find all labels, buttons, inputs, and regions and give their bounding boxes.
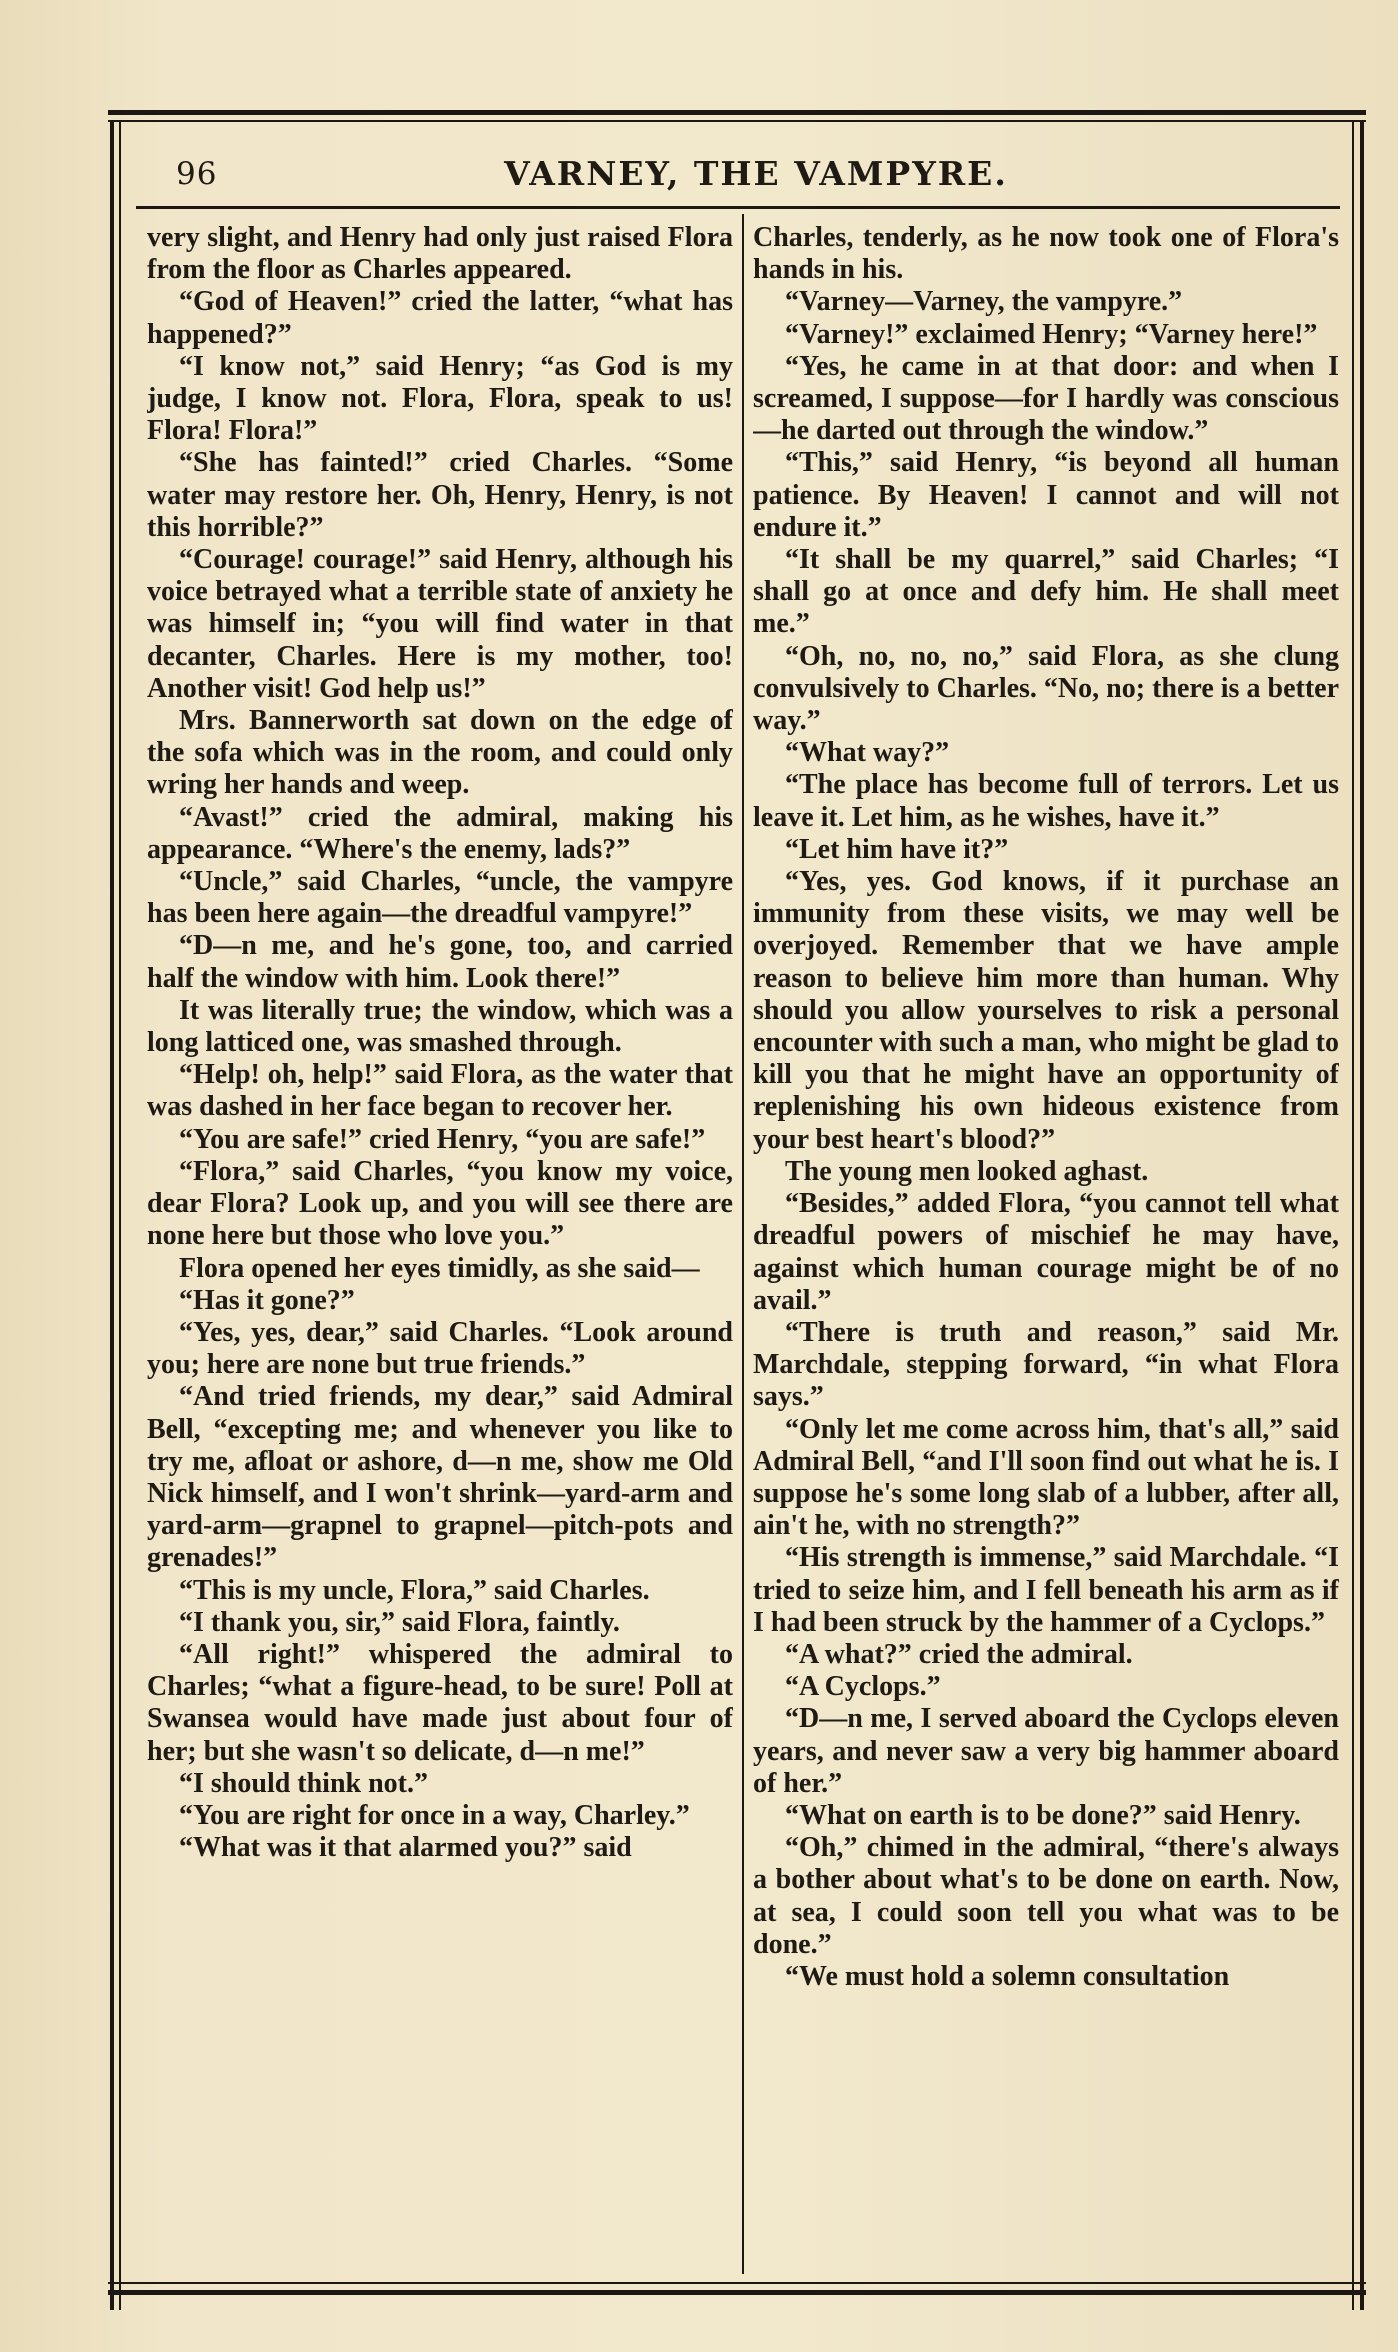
paragraph: “Besides,” added Flora, “you cannot tell what dreadful powers of mischief he may have, against which human courage might be of no avail.” xyxy=(753,1188,1339,1316)
running-title: VARNEY, THE VAMPYRE. xyxy=(504,154,1008,193)
text-column-right xyxy=(753,222,1339,2262)
paragraph: very slight, and Henry had only just raised Flora from the floor as Charles appeared. xyxy=(147,222,733,286)
paragraph: “You are right for once in a way, Charley.” xyxy=(179,1799,690,1831)
paragraph: “Oh,” chimed in the admiral, “there's always a bother about what's to be done on earth. Now, at sea, I could soon tell you what was to be done.” xyxy=(753,1832,1339,1960)
bottom-rule-thick xyxy=(108,2290,1366,2295)
paragraph: Flora opened her eyes timidly, as she said— xyxy=(179,1252,700,1284)
paragraph: “This,” said Henry, “is beyond all human patience. By Heaven! I cannot and will not endure it.” xyxy=(753,447,1339,543)
paragraph: Charles, tenderly, as he now took one of Flora's hands in his. xyxy=(753,222,1339,286)
paragraph: “You are safe!” cried Henry, “you are safe!” xyxy=(179,1123,706,1155)
paragraph: “Varney—Varney, the vampyre.” xyxy=(785,286,1183,318)
paragraph: “Yes, yes. God knows, if it purchase an immunity from these visits, we may well be overjoyed. Remember that we have ample reason to believe him more than human. Why should you allow yourselves to risk a personal encounter with such a man, who might be glad to kill you that he might have an opportunity of replenishing his own hideous existence from your best heart's blood?” xyxy=(753,866,1339,1155)
paragraph: “I know not,” said Henry; “as God is my judge, I know not. Flora, Flora, speak to us! Flora! Flora!” xyxy=(147,350,733,447)
left-frame-rule xyxy=(110,120,114,2310)
paragraph: “His strength is immense,” said Marchdale. “I tried to seize him, and I fell beneath his arm as if I had been struck by the hammer of a Cyclops.” xyxy=(753,1542,1339,1638)
paragraph: “This is my uncle, Flora,” said Charles. xyxy=(179,1574,650,1606)
paragraph: “Uncle,” said Charles, “uncle, the vampyre has been here again—the dreadful vampyre!” xyxy=(147,866,733,930)
paragraph: “Varney!” exclaimed Henry; “Varney here!” xyxy=(785,318,1318,350)
paragraph: “What was it that alarmed you?” said xyxy=(179,1832,632,1864)
paragraph: “Flora,” said Charles, “you know my voice, dear Flora? Look up, and you will see there are none here but those who love you.” xyxy=(147,1155,733,1252)
page-number: 96 xyxy=(176,156,218,192)
paragraph: “Oh, no, no, no,” said Flora, as she clung convulsively to Charles. “No, no; there is a better way.” xyxy=(753,640,1339,737)
paragraph: “Only let me come across him, that's all,” said Admiral Bell, “and I'll soon find out what he is. I suppose he's some long slab of a lubber, after all, ain't he, with no strength?” xyxy=(753,1413,1339,1542)
paragraph: “I should think not.” xyxy=(179,1767,429,1799)
left-frame-inner-rule xyxy=(119,120,121,2310)
text-column-left xyxy=(147,222,733,2262)
paragraph: “A what?” cried the admiral. xyxy=(785,1638,1133,1670)
paragraph: “Yes, he came in at that door: and when I screamed, I suppose—for I hardly was conscious—he darted out through the window.” xyxy=(753,350,1339,447)
paragraph: “Avast!” cried the admiral, making his appearance. “Where's the enemy, lads?” xyxy=(147,801,733,865)
paragraph: “Courage! courage!” said Henry, although his voice betrayed what a terrible state of anxiety he was himself in; “you will find water in that decanter, Charles. Here is my mother, too! Another visit! God help us!” xyxy=(147,544,733,704)
paragraph: Mrs. Bannerworth sat down on the edge of the sofa which was in the room, and could only wring her hands and weep. xyxy=(147,705,733,801)
paragraph: “D—n me, and he's gone, too, and carried half the window with him. Look there!” xyxy=(147,930,733,994)
paragraph: “What way?” xyxy=(785,737,950,769)
right-frame-rule xyxy=(1360,120,1364,2310)
paragraph: “A Cyclops.” xyxy=(785,1671,941,1703)
right-frame-inner-rule xyxy=(1352,120,1354,2310)
paragraph: “There is truth and reason,” said Mr. Marchdale, stepping forward, “in what Flora says.” xyxy=(753,1316,1339,1413)
bottom-rule-thin xyxy=(108,2282,1366,2284)
top-rule-thick xyxy=(108,110,1366,115)
paragraph: “What on earth is to be done?” said Henry. xyxy=(785,1799,1301,1831)
paragraph: “And tried friends, my dear,” said Admiral Bell, “excepting me; and whenever you like to try me, afloat or ashore, d—n me, show me Old Nick himself, and I won't shrink—yard-arm and yard-arm—grapnel to grapnel—pitch-pots and grenades!” xyxy=(147,1381,733,1574)
paragraph: “Yes, yes, dear,” said Charles. “Look around you; here are none but true friends.” xyxy=(147,1316,733,1381)
paragraph: “We must hold a solemn consultation xyxy=(785,1960,1230,1992)
paragraph: “God of Heaven!” cried the latter, “what has happened?” xyxy=(147,286,733,350)
page-header xyxy=(176,148,1336,202)
paragraph: “Help! oh, help!” said Flora, as the water that was dashed in her face began to recover her. xyxy=(147,1059,733,1123)
paragraph: “I thank you, sir,” said Flora, faintly. xyxy=(179,1606,620,1638)
paragraph: “All right!” whispered the admiral to Charles; “what a figure-head, to be sure! Poll at Swansea would have made just about four of her; but she wasn't so delicate, d—n me!” xyxy=(147,1638,733,1767)
paragraph: It was literally true; the window, which was a long latticed one, was smashed through. xyxy=(147,994,733,1059)
column-divider xyxy=(742,214,744,2274)
paragraph: “She has fainted!” cried Charles. “Some water may restore her. Oh, Henry, Henry, is not this horrible?” xyxy=(147,447,733,543)
paragraph: “Has it gone?” xyxy=(179,1284,355,1316)
paragraph: “It shall be my quarrel,” said Charles; “I shall go at once and defy him. He shall meet me.” xyxy=(753,544,1339,640)
paragraph: “The place has become full of terrors. Let us leave it. Let him, as he wishes, have it.” xyxy=(753,769,1339,833)
top-rule-thin xyxy=(108,120,1366,122)
paragraph: “Let him have it?” xyxy=(785,833,1009,865)
paragraph: The young men looked aghast. xyxy=(785,1155,1149,1187)
header-rule xyxy=(136,206,1340,209)
paragraph: “D—n me, I served aboard the Cyclops eleven years, and never saw a very big hammer aboard of her.” xyxy=(753,1703,1339,1799)
